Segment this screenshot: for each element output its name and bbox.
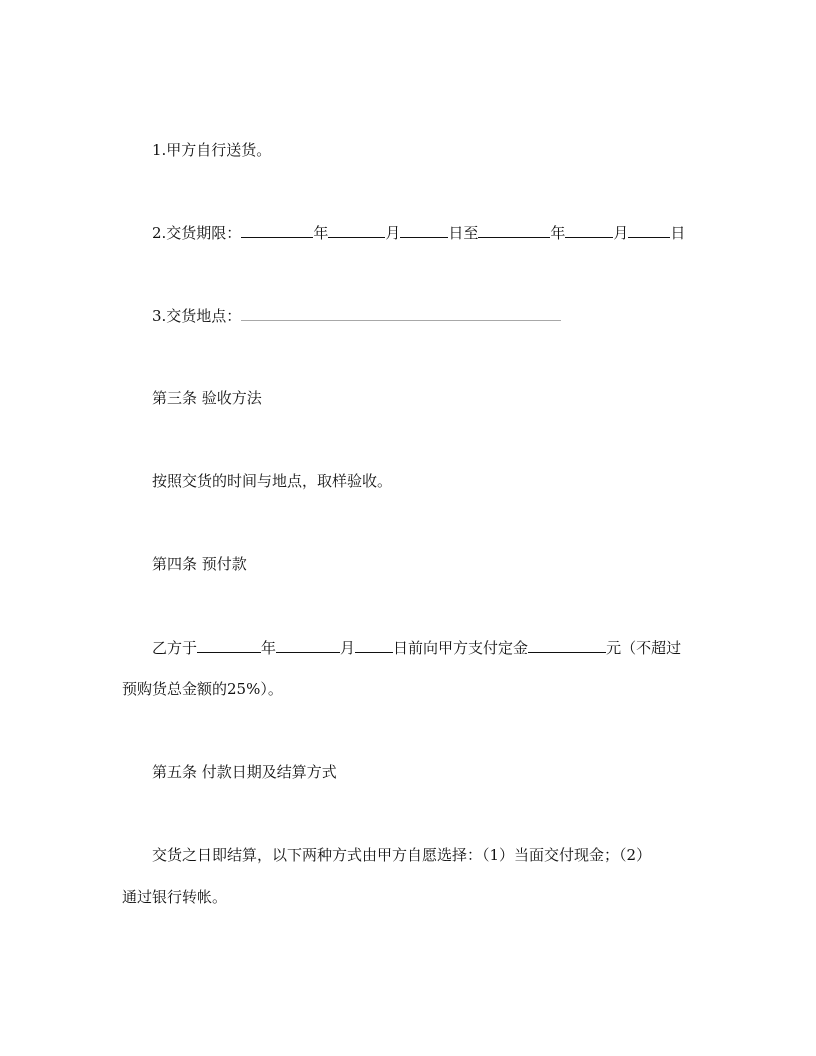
start-year-unit: 年 (313, 224, 329, 242)
article4-heading: 第四条 预付款 (152, 555, 247, 573)
article3-heading: 第三条 验收方法 (152, 389, 262, 407)
item-self-delivery: 1.甲方自行送货。 (152, 141, 272, 159)
article4-mid: 日前向甲方支付定金 (393, 639, 529, 657)
item-delivery-period (152, 222, 685, 243)
article4-line2: 预购货总金额的25%）。 (122, 680, 283, 698)
start-month-unit: 月 (385, 224, 401, 242)
end-month-blank[interactable] (565, 222, 613, 238)
deposit-amount-blank[interactable] (528, 637, 606, 653)
article4-prefix: 乙方于 (152, 639, 198, 657)
delivery-place-blank[interactable] (241, 305, 561, 321)
item-delivery-place (152, 305, 561, 326)
end-day-blank[interactable] (628, 222, 670, 238)
deposit-month-blank[interactable] (276, 637, 340, 653)
article5-heading: 第五条 付款日期及结算方式 (152, 763, 337, 781)
start-day-unit: 日至 (448, 224, 479, 242)
start-day-blank[interactable] (400, 222, 448, 238)
deposit-month-unit: 月 (340, 639, 356, 657)
end-day-unit: 日 (670, 224, 686, 242)
deposit-day-blank[interactable] (355, 637, 393, 653)
deposit-year-unit: 年 (261, 639, 277, 657)
article5-line2: 通过银行转帐。 (122, 888, 228, 906)
end-year-unit: 年 (550, 224, 566, 242)
start-month-blank[interactable] (328, 222, 385, 238)
end-year-blank[interactable] (478, 222, 550, 238)
article4-suffix: 元（不超过 (606, 639, 682, 657)
end-month-unit: 月 (613, 224, 629, 242)
delivery-period-label: 2.交货期限： (152, 224, 242, 242)
deposit-year-blank[interactable] (197, 637, 261, 653)
article5-line1: 交货之日即结算，以下两种方式由甲方自愿选择：（1）当面交付现金；（2） (152, 846, 652, 864)
start-year-blank[interactable] (241, 222, 313, 238)
article3-body: 按照交货的时间与地点，取样验收。 (152, 472, 393, 490)
article4-line1 (152, 637, 681, 658)
delivery-place-label: 3.交货地点： (152, 307, 242, 325)
